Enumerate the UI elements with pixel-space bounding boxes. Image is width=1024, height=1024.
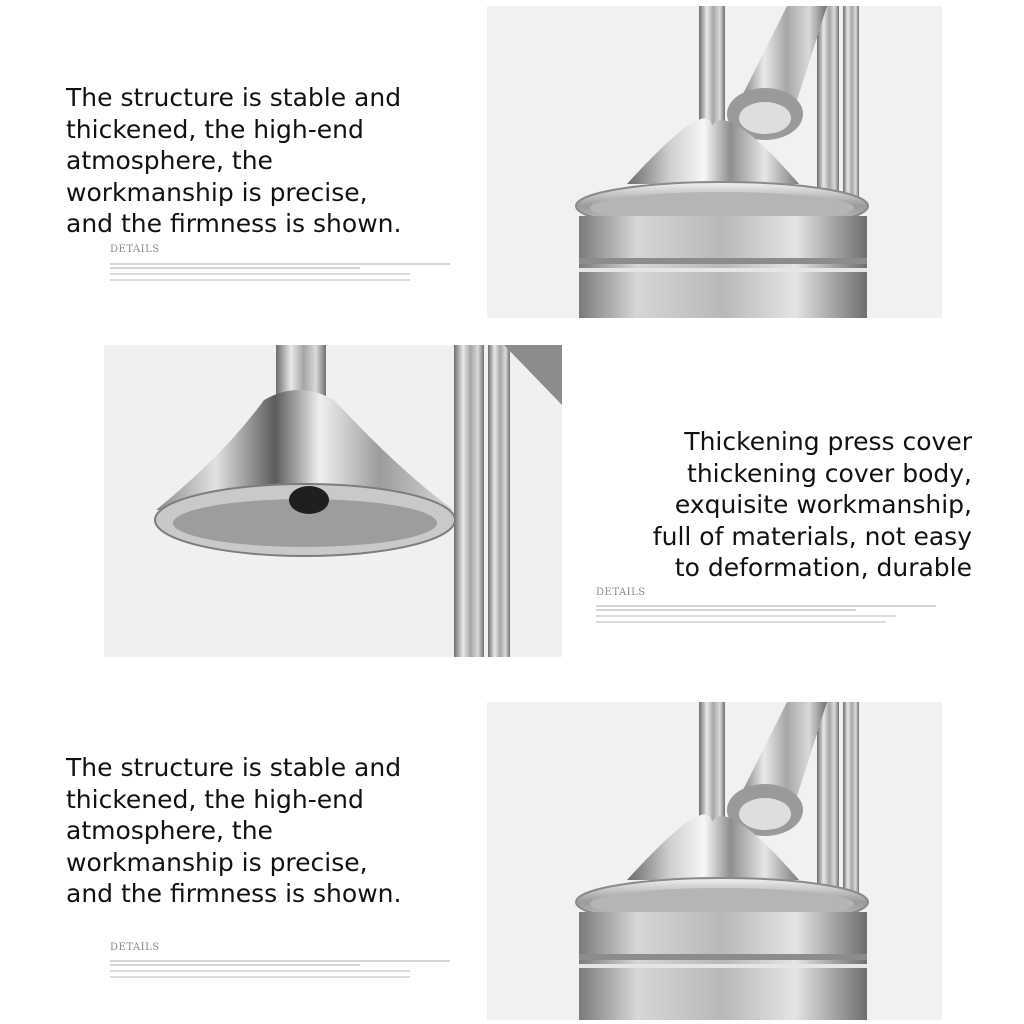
juicer-top-view-photo <box>487 702 942 1020</box>
feature-section-1 <box>0 0 1024 330</box>
feature-section-3 <box>0 670 1024 1024</box>
press-cover-cone-photo <box>104 345 562 657</box>
feature-section-2 <box>0 330 1024 670</box>
details-label: DETAILS <box>110 244 160 255</box>
feature-headline: The structure is stable and thickened, the high-end atmosphere, the workmanship is precise, and the firmness is shown. <box>66 753 402 908</box>
details-fine-print <box>596 604 946 630</box>
details-fine-print <box>110 262 460 288</box>
details-label: DETAILS <box>596 587 646 598</box>
details-label: DETAILS <box>110 942 160 953</box>
details-fine-print <box>110 959 460 985</box>
feature-headline: Thickening press cover thickening cover body, exquisite workmanship, full of materials, not easy to deformation, durable <box>652 427 972 582</box>
feature-headline: The structure is stable and thickened, the high-end atmosphere, the workmanship is precise, and the firmness is shown. <box>66 83 402 238</box>
juicer-top-view-photo <box>487 6 942 318</box>
